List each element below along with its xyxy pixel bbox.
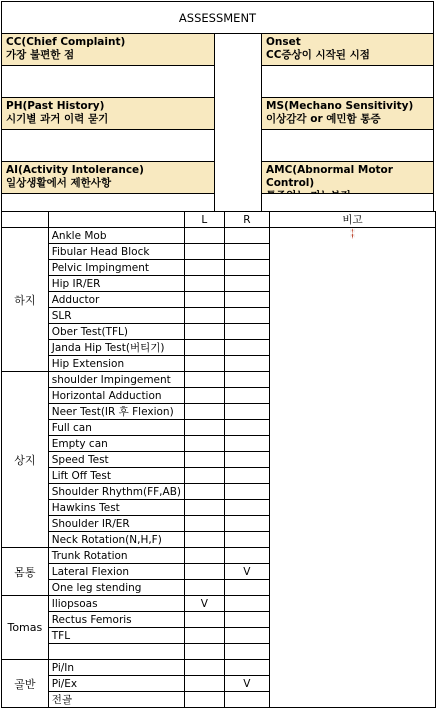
test-name <box>48 644 184 660</box>
right-result-cell[interactable] <box>224 244 269 260</box>
left-result-cell[interactable] <box>185 692 225 708</box>
cc-sublabel: 가장 불편한 점 <box>6 49 75 61</box>
left-result-cell[interactable] <box>185 324 225 340</box>
test-name: Ankle Mob <box>48 228 184 244</box>
note-cell <box>270 228 436 708</box>
ai-sublabel: 일상생활에서 제한사항 <box>6 177 112 189</box>
muscle-back-figure-icon <box>351 233 355 238</box>
test-name: Neck Rotation(N,H,F) <box>48 532 184 548</box>
right-result-cell[interactable] <box>224 388 269 404</box>
svg-text:■■■■ <box>353 232 354 233</box>
ms-sublabel: 이상감각 or 예민함 통증 <box>266 113 381 125</box>
right-result-cell[interactable] <box>224 324 269 340</box>
right-result-cell[interactable] <box>224 660 269 676</box>
right-result-cell[interactable] <box>224 276 269 292</box>
ph-header <box>1 97 215 130</box>
test-name: Shoulder IR/ER <box>48 516 184 532</box>
right-result-cell[interactable] <box>224 228 269 244</box>
right-result-cell[interactable] <box>224 404 269 420</box>
group-label: 몸통 <box>2 548 49 596</box>
right-result-cell[interactable] <box>224 356 269 372</box>
onset-sublabel: CC증상이 시작된 시점 <box>266 49 370 61</box>
right-result-cell[interactable] <box>224 468 269 484</box>
left-result-cell[interactable] <box>185 500 225 516</box>
right-result-cell[interactable] <box>224 628 269 644</box>
right-result-cell[interactable] <box>224 500 269 516</box>
left-result-cell[interactable] <box>185 548 225 564</box>
right-result-cell[interactable] <box>224 596 269 612</box>
left-result-cell[interactable] <box>185 356 225 372</box>
left-result-cell[interactable] <box>185 404 225 420</box>
anatomy-illustration <box>270 228 435 243</box>
cc-input-area[interactable] <box>1 65 215 98</box>
header-left: L <box>185 212 225 228</box>
left-result-cell[interactable] <box>185 660 225 676</box>
table-row <box>2 228 436 244</box>
left-result-cell[interactable] <box>185 228 225 244</box>
header-empty-test <box>48 212 184 228</box>
right-result-cell[interactable] <box>224 372 269 388</box>
group-label: 상지 <box>2 372 49 548</box>
header-note: 비고 <box>270 212 436 228</box>
left-result-cell[interactable] <box>185 612 225 628</box>
right-result-cell[interactable] <box>224 692 269 708</box>
ph-label: PH(Past History) <box>6 100 105 112</box>
right-result-cell[interactable] <box>224 420 269 436</box>
test-name: Janda Hip Test(버티기) <box>48 340 184 356</box>
test-name: One leg stending <box>48 580 184 596</box>
group-label: 하지 <box>2 228 49 372</box>
amc-label: AMC(Abnormal Motor Control) <box>266 164 393 189</box>
right-result-cell[interactable] <box>224 308 269 324</box>
right-result-cell[interactable]: V <box>224 676 269 692</box>
test-name: SLR <box>48 308 184 324</box>
left-result-cell[interactable] <box>185 308 225 324</box>
right-result-cell[interactable] <box>224 452 269 468</box>
amc-header <box>261 161 434 194</box>
right-result-cell[interactable] <box>224 340 269 356</box>
onset-input-area[interactable] <box>261 65 434 98</box>
ms-label: MS(Mechano Sensitivity) <box>266 100 414 112</box>
ms-input-area[interactable] <box>261 129 434 162</box>
onset-label: Onset <box>266 36 301 48</box>
test-name: Horizontal Adduction <box>48 388 184 404</box>
test-name: Rectus Femoris <box>48 612 184 628</box>
left-result-cell[interactable] <box>185 644 225 660</box>
left-result-cell[interactable] <box>185 676 225 692</box>
test-name: Pelvic Impingment <box>48 260 184 276</box>
left-result-cell[interactable] <box>185 372 225 388</box>
right-result-cell[interactable] <box>224 436 269 452</box>
left-result-cell[interactable] <box>185 388 225 404</box>
left-result-cell[interactable] <box>185 516 225 532</box>
right-result-cell[interactable] <box>224 484 269 500</box>
amc-input-area[interactable] <box>261 193 434 212</box>
test-name: Pi/Ex <box>48 676 184 692</box>
right-result-cell[interactable] <box>224 612 269 628</box>
left-result-cell[interactable] <box>185 244 225 260</box>
test-name: Lift Off Test <box>48 468 184 484</box>
left-result-cell[interactable] <box>185 580 225 596</box>
test-name: Full can <box>48 420 184 436</box>
test-name: Hawkins Test <box>48 500 184 516</box>
left-result-cell[interactable] <box>185 484 225 500</box>
left-result-cell[interactable] <box>185 564 225 580</box>
test-name: Adductor <box>48 292 184 308</box>
right-result-cell[interactable]: V <box>224 564 269 580</box>
test-name: Shoulder Rhythm(FF,AB) <box>48 484 184 500</box>
onset-header <box>261 33 434 66</box>
test-name: Trunk Rotation <box>48 548 184 564</box>
group-label: 골반 <box>2 660 49 708</box>
test-name: TFL <box>48 628 184 644</box>
page-title: ASSESSMENT <box>1 1 434 34</box>
right-result-cell[interactable] <box>224 580 269 596</box>
ai-label: AI(Activity Intolerance) <box>6 164 144 176</box>
header-empty-group <box>2 212 49 228</box>
right-result-cell[interactable] <box>224 548 269 564</box>
test-name: Fibular Head Block <box>48 244 184 260</box>
left-result-cell[interactable] <box>185 340 225 356</box>
left-result-cell[interactable] <box>185 532 225 548</box>
left-result-cell[interactable] <box>185 420 225 436</box>
table-header-row <box>2 212 436 228</box>
ph-sublabel: 시기별 과거 이력 묻기 <box>6 113 109 125</box>
header-right: R <box>224 212 269 228</box>
left-result-cell[interactable] <box>185 468 225 484</box>
right-result-cell[interactable] <box>224 532 269 548</box>
test-name: Iliopsoas <box>48 596 184 612</box>
left-result-cell[interactable] <box>185 292 225 308</box>
ai-input-area[interactable] <box>1 193 215 212</box>
test-table <box>1 211 436 708</box>
test-name: Hip IR/ER <box>48 276 184 292</box>
test-name: Speed Test <box>48 452 184 468</box>
right-result-cell[interactable] <box>224 292 269 308</box>
test-name: Lateral Flexion <box>48 564 184 580</box>
middle-gap <box>214 33 262 212</box>
ai-header <box>1 161 215 194</box>
test-name: Neer Test(IR 후 Flexion) <box>48 404 184 420</box>
muscle-front-figure-icon <box>351 229 355 234</box>
test-name: Hip Extension <box>48 356 184 372</box>
left-result-cell[interactable] <box>185 452 225 468</box>
test-name: Ober Test(TFL) <box>48 324 184 340</box>
right-result-cell[interactable] <box>224 260 269 276</box>
test-name: Pi/In <box>48 660 184 676</box>
right-result-cell[interactable] <box>224 516 269 532</box>
test-name: 전골 <box>48 692 184 708</box>
left-result-cell[interactable] <box>185 436 225 452</box>
left-result-cell[interactable] <box>185 276 225 292</box>
cc-header <box>1 33 215 66</box>
ph-input-area[interactable] <box>1 129 215 162</box>
ms-header <box>261 97 434 130</box>
test-name: Empty can <box>48 436 184 452</box>
test-name: shoulder Impingement <box>48 372 184 388</box>
group-label: Tomas <box>2 596 49 660</box>
right-result-cell[interactable] <box>224 644 269 660</box>
left-result-cell[interactable]: V <box>185 596 225 612</box>
cc-label: CC(Chief Complaint) <box>6 36 126 48</box>
left-result-cell[interactable] <box>185 628 225 644</box>
left-result-cell[interactable] <box>185 260 225 276</box>
